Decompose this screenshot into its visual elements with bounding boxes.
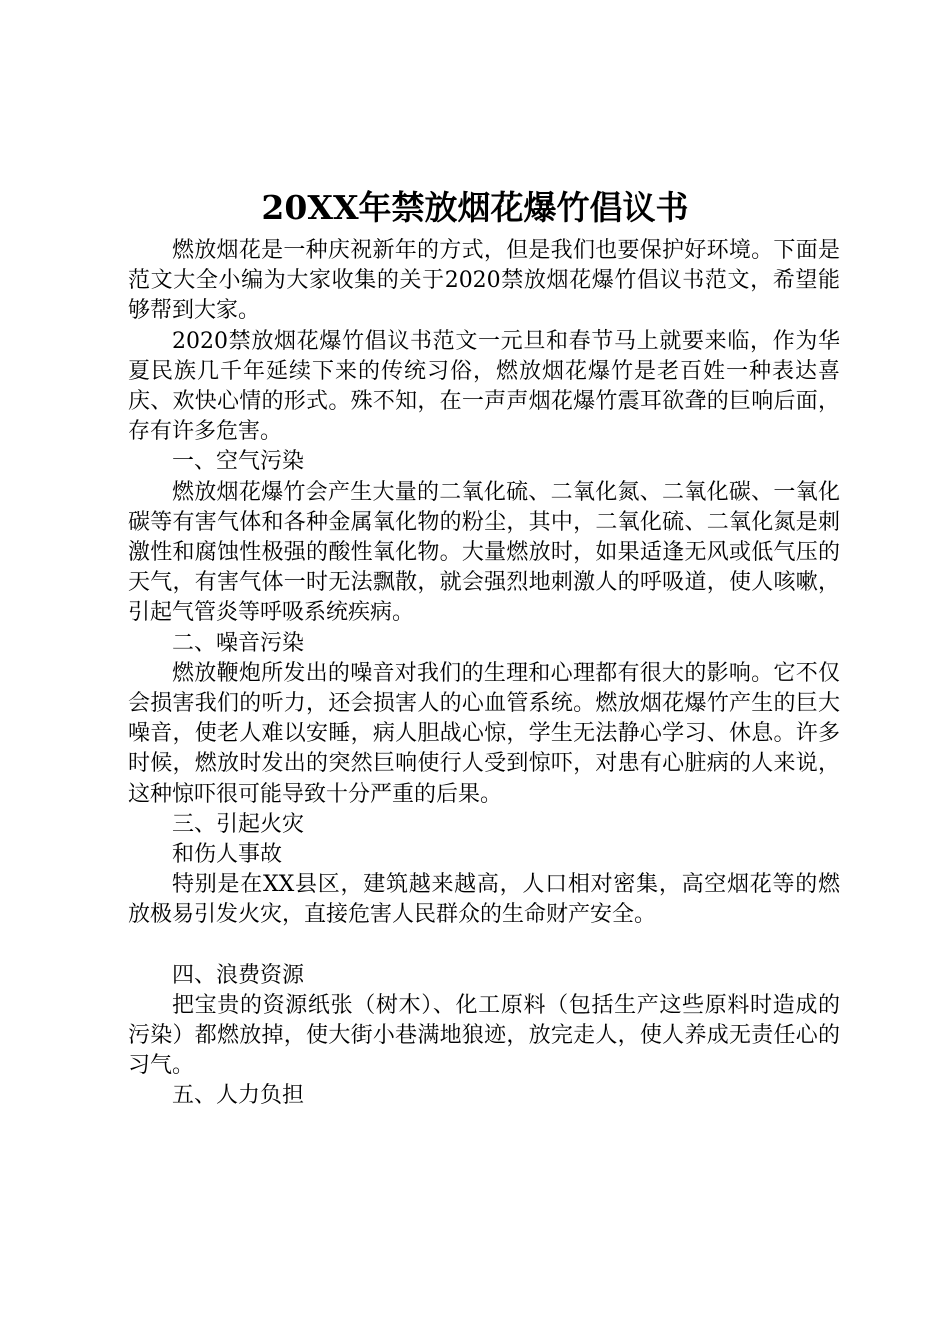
- section-heading-air-pollution: 一、空气污染: [172, 449, 305, 475]
- paragraph-noise-pollution: 燃放鞭炮所发出的噪音对我们的生理和心理都有很大的影响。它不仅会损害我们的听力，还会损害人的心血管系统。燃放烟花爆竹产生的巨大噪音，使老人难以安睡，病人胆战心惊，学生无法静心学习、休息。许多时候，燃放时发出的突然巨响使行人受到惊吓，对患有心脏病的人来说，这种惊吓很可能导致十分严重的后果。: [128, 660, 840, 807]
- section-heading-manpower: 五、人力负担: [172, 1083, 305, 1109]
- paragraph-air-pollution: 燃放烟花爆竹会产生大量的二氧化硫、二氧化氮、二氧化碳、一氧化碳等有害气体和各种金属氧化物的粉尘，其中，二氧化硫、二氧化氮是刺激性和腐蚀性极强的酸性氧化物。大量燃放时，如果适逢无风或低气压的天气，有害气体一时无法飘散，就会强烈地刺激人的呼吸道，使人咳嗽，引起气管炎等呼吸系统疾病。: [128, 479, 840, 626]
- paragraph-intro: 燃放烟花是一种庆祝新年的方式，但是我们也要保护好环境。下面是范文大全小编为大家收集的关于2020禁放烟花爆竹倡议书范文，希望能够帮到大家。: [128, 238, 840, 324]
- paragraph-fire: 特别是在XX县区，建筑越来越高，人口相对密集，高空烟花等的燃放极易引发火灾，直接危害人民群众的生命财产安全。: [128, 872, 840, 928]
- paragraph-background: 2020禁放烟花爆竹倡议书范文一元旦和春节马上就要来临，作为华夏民族几千年延续下来的传统习俗，燃放烟花爆竹是老百姓一种表达喜庆、欢快心情的形式。殊不知，在一声声烟花爆竹震耳欲聋的巨响后面，存有许多危害。: [128, 328, 840, 445]
- document-body: [128, 236, 840, 1112]
- paragraph-waste: 把宝贵的资源纸张（树木）、化工原料（包括生产这些原料时造成的污染）都燃放掉，使大街小巷满地狼迹，放完走人，使人养成无责任心的习气。: [128, 992, 840, 1079]
- section-heading-fire: 三、引起火灾: [172, 811, 305, 837]
- section-heading-waste: 四、浪费资源: [172, 962, 305, 988]
- document-title: 20XX年禁放烟花爆竹倡议书: [261, 188, 689, 227]
- section-heading-noise-pollution: 二、噪音污染: [172, 630, 305, 656]
- section-heading-fire-continued: 和伤人事故: [172, 842, 283, 868]
